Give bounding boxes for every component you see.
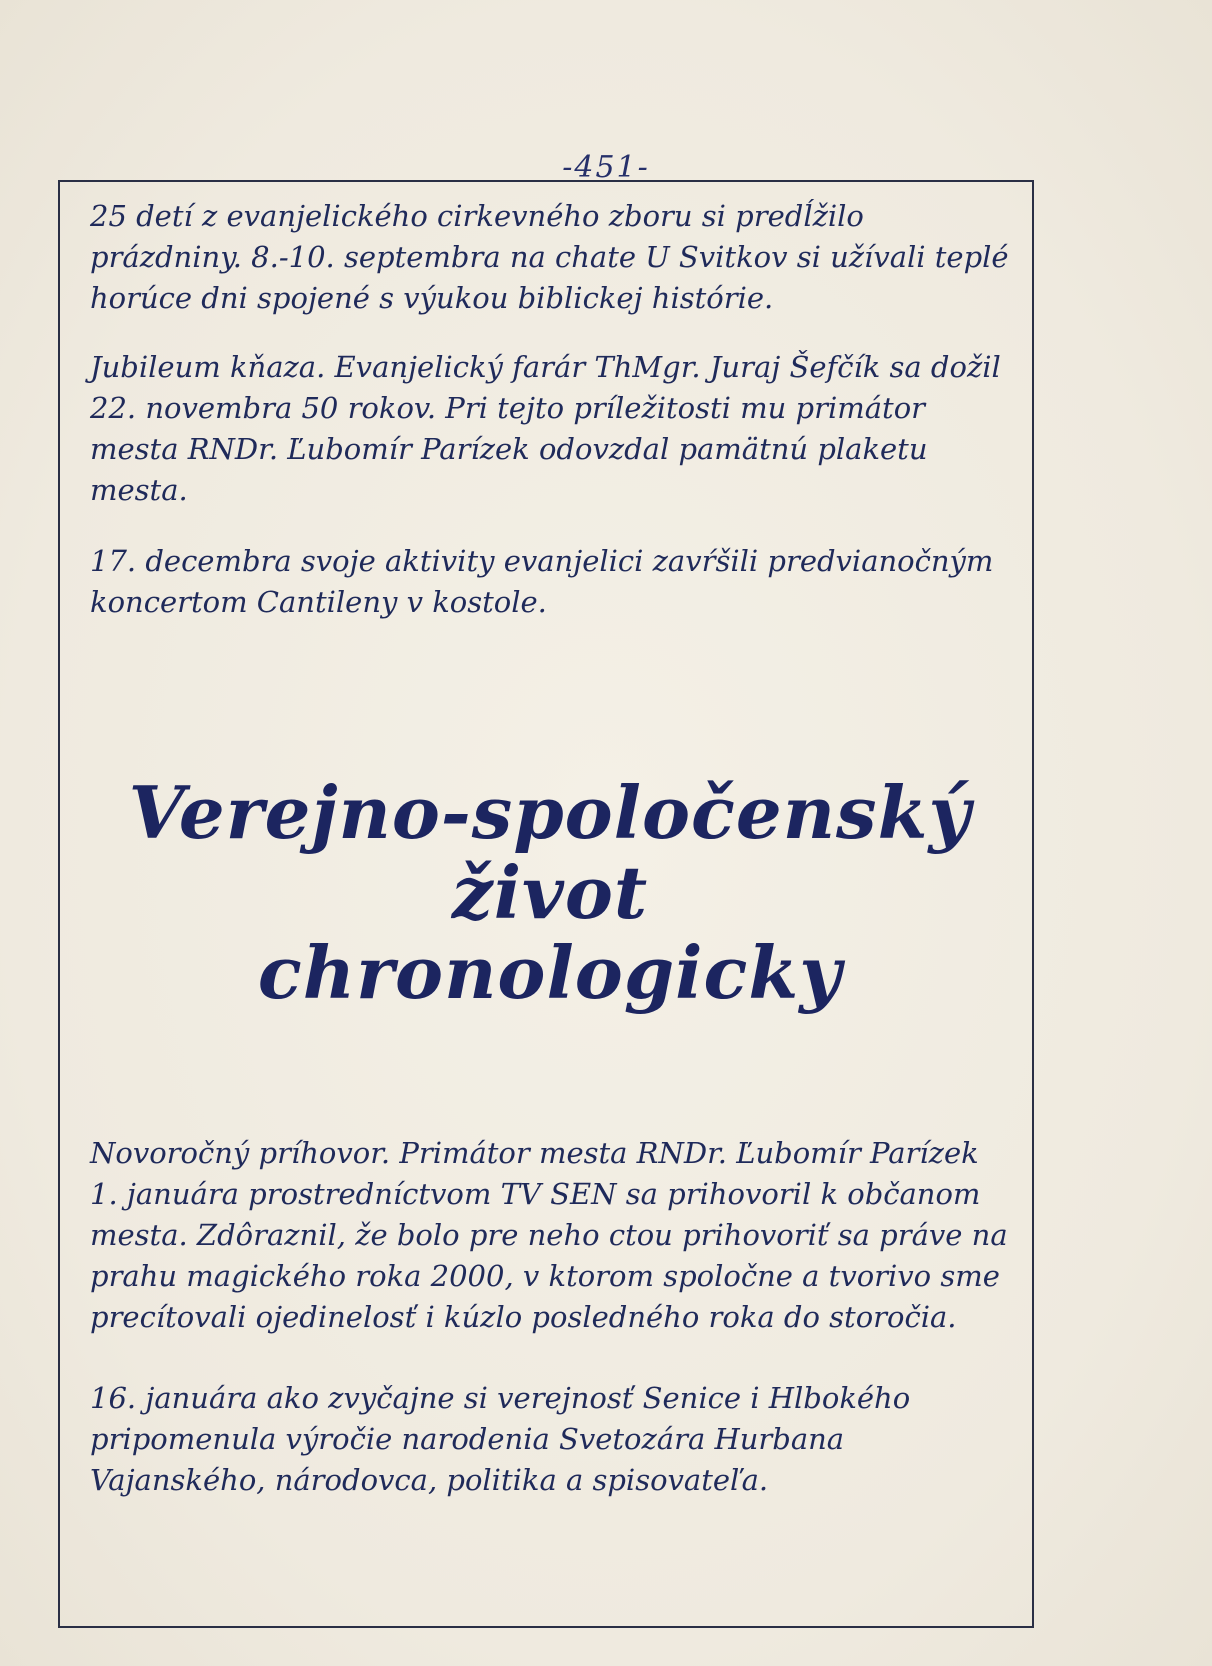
paragraph-vajansky-anniversary: 16. januára ako zvyčajne si verejnosť Senice i Hlbokého pripomenula výročie narodenia Svetozára Hurbana Vajanského, národovca, politika a spisovateľa. [90, 1381, 911, 1497]
frame-content [90, 196, 1010, 1501]
section-heading-line2: chronologicky [257, 930, 843, 1015]
paragraph-christmas-concert: 17. decembra svoje aktivity evanjelici zavŕšili predvianočným koncertom Cantileny v kostole. [90, 544, 994, 619]
paragraph-jubileum-knaza: Jubileum kňaza. Evanjelický farár ThMgr. Juraj Šefčík sa dožil 22. novembra 50 rokov. Pri tejto príležitosti mu primátor mesta RNDr. Ľubomír Parízek odovzdal pamätnú plaketu mesta. [90, 350, 1001, 507]
section-heading-line1: Verejno-spoločenský život [128, 770, 972, 935]
paragraph-new-year-address: Novoročný príhovor. Primátor mesta RNDr. Ľubomír Parízek 1. januára prostredníctvom TV SEN sa prihovoril k občanom mesta. Zdôraznil, že bolo pre neho ctou prihovoriť sa práve na prahu magického roka 2000, v ktorom spoločne a tvorivo sme precítovali ojedinelosť i kúzlo posledného roka do storočia. [90, 1136, 1008, 1334]
paragraph-evangelical-children: 25 detí z evanjelického cirkevného zboru si predĺžilo prázdniny. 8.-10. septembra na chate U Svitkov si užívali teplé horúce dni spojené s výukou biblickej histórie. [90, 199, 1009, 315]
page-number: -451- [562, 150, 650, 185]
text-frame [58, 180, 1034, 1628]
